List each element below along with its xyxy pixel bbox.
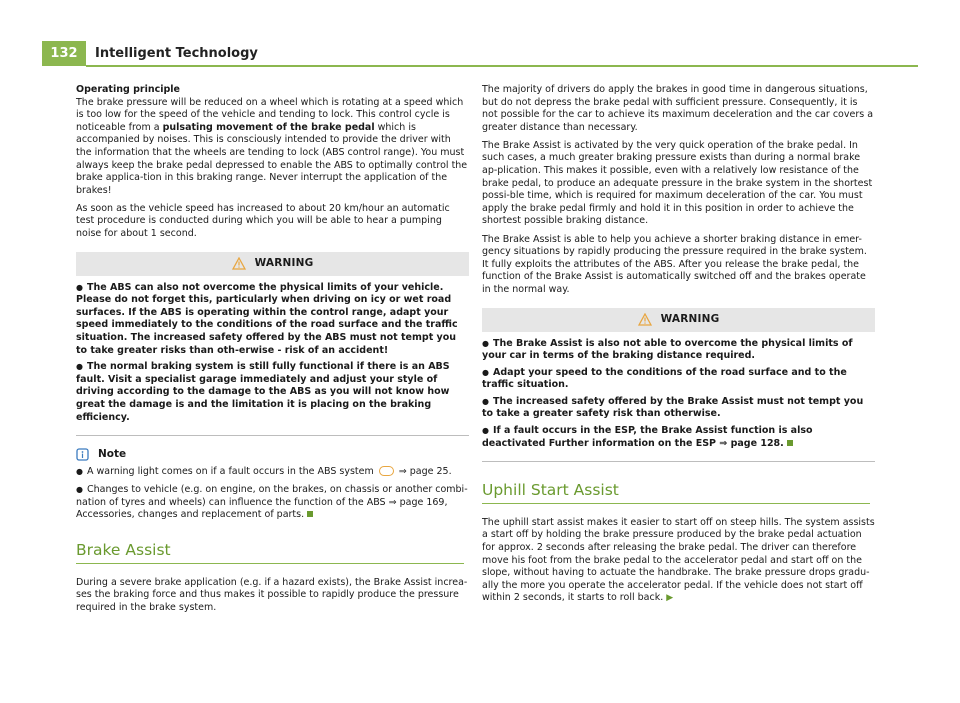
uphill-start-assist-heading: Uphill Start Assist	[482, 481, 619, 500]
note-header	[76, 448, 469, 461]
brake-assist-intro: During a severe brake application (e.g. if a hazard exists), the Brake Assist increa-ses the braking force and thus makes it possible to rapidly produce the pressure required in the brake system.	[76, 576, 468, 613]
abs-warning-box	[76, 252, 469, 437]
right-column	[482, 84, 875, 611]
warning-triangle-icon	[638, 313, 652, 326]
note-icon	[76, 448, 89, 461]
warning-title: WARNING	[660, 313, 720, 326]
warning-item: ● The Brake Assist is also not able to overcome the physical limits of your car in terms of the braking distance required.	[482, 337, 853, 362]
brake-assist-heading: Brake Assist	[76, 541, 171, 560]
section-rule	[482, 503, 870, 504]
note-item: ● A warning light comes on if a fault occurs in the ABS system ⇒ page 25.	[76, 466, 452, 478]
page-number: 132	[42, 41, 86, 66]
chapter-title: Intelligent Technology	[95, 46, 258, 61]
section-end-icon	[787, 440, 793, 446]
test-procedure-paragraph: As soon as the vehicle speed has increased to about 20 km/hour an automatic test procedure is conducted during which you will be able to hear a pumping noise for about 1 second.	[76, 202, 450, 240]
warning-item: ● The normal braking system is still fully functional if there is an ABS fault. Visit a specialist garage immediately and adjust your style of driving according to the damage to the ABS as you will not know how great the damage is and the limitation it is placing on the braking efficiency.	[76, 361, 450, 423]
operating-principle-heading: Operating principle	[76, 84, 180, 95]
warning-title: WARNING	[254, 257, 314, 270]
warning-body	[76, 276, 469, 436]
page-header	[42, 41, 918, 66]
left-column	[76, 84, 469, 620]
warning-triangle-icon	[232, 257, 246, 270]
header-rule	[86, 65, 918, 67]
continue-arrow-icon: ▶	[666, 593, 674, 604]
brake-assist-paragraph: The Brake Assist is activated by the very quick operation of the brake pedal. In such cases, a much greater braking pressure exists than during a normal brake ap-plication. This makes it possible, even with a relatively low resistance of the brake pedal, to produce an adequate pressure in the brake system in the shortest possi-ble time, which is required for maximum deceleration of the car. You must apply the brake pedal firmly and hold it in this position in order to achieve the shortest possible braking distance.	[482, 139, 873, 227]
warning-header	[482, 308, 875, 332]
warning-item: ● The ABS can also not overcome the physical limits of your vehicle. Please do not forget this, particularly when driving on icy or wet road surfaces. If the ABS is operating within the control range, adapt your speed immediately to the conditions of the road surface and the traffic situation. The increased safety offered by the ABS must not tempt you to take greater risks than oth-erwise - risk of an accident!	[76, 281, 458, 356]
operating-principle-paragraph: The brake pressure will be reduced on a wheel which is rotating at a speed which is too low for the speed of the vehicle and tending to lock. This control cycle is noticeable from a pulsating movement of the brake pedal which is accompanied by noises. This is consciously intended to provide the driver with the information that the wheels are tending to lock (ABS control range). You must always keep the brake pedal depressed to enable the ABS to optimally control the brake applica-tion in this braking range. Never interrupt the application of the brakes!	[76, 96, 468, 196]
abs-warning-light-icon	[379, 466, 394, 476]
warning-item: ● If a fault occurs in the ESP, the Brake Assist function is also deactivated Further information on the ESP ⇒ page 128.	[482, 425, 813, 449]
warning-body	[482, 332, 875, 462]
warning-item: ● Adapt your speed to the conditions of the road surface and to the traffic situation.	[482, 366, 847, 391]
brake-assist-paragraph: The Brake Assist is able to help you achieve a shorter braking distance in emer-gency situations by rapidly producing the pressure required in the brake system. It fully exploits the attributes of the ABS. After you release the brake pedal, the function of the Brake Assist is automatically switched off and the brakes operate in the normal way.	[482, 233, 867, 295]
section-rule	[76, 563, 464, 564]
uphill-start-assist-paragraph: The uphill start assist makes it easier to start off on steep hills. The system assists a start off by holding the brake pressure produced by the brake pedal actuation for approx. 2 seconds after releasing the brake pedal. The driver can therefore move his foot from the brake pedal to the accelerator pedal and start off on the slope, without having to actuate the handbrake. The brake pressure drops gradu-ally the more you operate the accelerator pedal. If the vehicle does not start off within 2 seconds, it starts to roll back. ▶	[482, 516, 875, 604]
note-title: Note	[98, 448, 127, 461]
note-item: ● Changes to vehicle (e.g. on engine, on the brakes, on chassis or another combi-nation of tyres and wheels) can influence the function of the ABS ⇒ page 169, Accessories, changes and replacement of parts.	[76, 484, 468, 521]
brake-assist-paragraph: The majority of drivers do apply the brakes in good time in dangerous situations, but do not depress the brake pedal with sufficient pressure. Consequently, it is not possible for the car to achieve its maximum deceleration and the car covers a greater distance than necessary.	[482, 84, 874, 133]
pulsating-movement-emphasis: pulsating movement of the brake pedal	[162, 121, 375, 133]
brake-assist-warning-box	[482, 308, 875, 463]
warning-header	[76, 252, 469, 276]
warning-item: ● The increased safety offered by the Brake Assist must not tempt you to take a greater safety risk than otherwise.	[482, 395, 864, 420]
section-end-icon	[307, 511, 313, 517]
